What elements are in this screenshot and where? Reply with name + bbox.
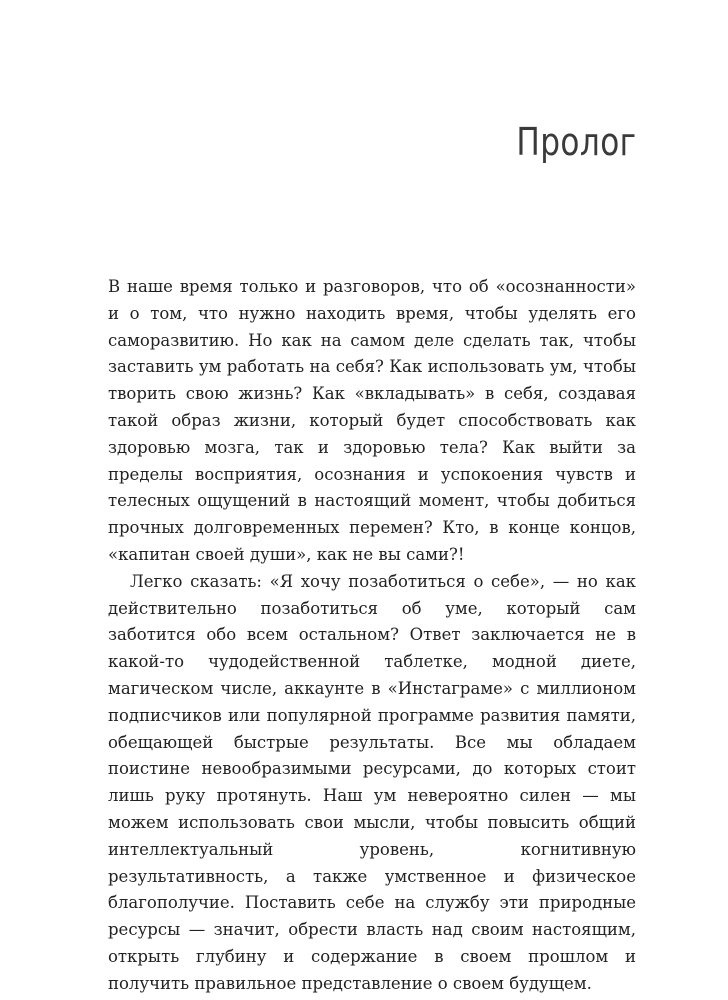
body-text bbox=[108, 274, 636, 998]
chapter-title: Пролог bbox=[515, 120, 636, 164]
paragraph-1: В наше время только и разговоров, что об «осознанности» и о том, что нужно находить время, чтобы уделять его саморазвитию. Но как на самом деле сделать так, чтобы заставить ум работать на себя? Как использовать ум, чтобы творить свою жизнь? Как «вкладывать» в себя, создавая такой образ жизни, который будет способствовать как здоровью мозга, так и здоровью тела? Как выйти за пределы восприятия, осознания и успокоения чувств и телесных ощущений в настоящий момент, чтобы добиться прочных долговременных перемен? Кто, в конце концов, «капитан своей души», как не вы сами?! bbox=[108, 277, 636, 564]
paragraph-2: Легко сказать: «Я хочу позаботиться о себе», — но как действительно позаботиться об уме, который сам заботится обо всем остальном? Ответ заключается не в какой-то чудодейственной таблетке, модной диете, магическом числе, аккаунте в «Инстаграме» с миллионом подписчиков или популярной программе развития памяти, обещающей быстрые результаты. Все мы обладаем поистине невообразимыми ресурсами, до которых стоит лишь руку протянуть. Наш ум невероятно силен — мы можем использовать свои мысли, чтобы повысить общий интеллектуальный уровень, когнитивную результативность, а также умственное и физическое благополучие. Поставить себе на службу эти природные ресурсы — значит, обрести власть над своим настоящим, открыть глубину и содержание в своем прошлом и получить правильное представление о своем будущем. bbox=[108, 571, 636, 993]
